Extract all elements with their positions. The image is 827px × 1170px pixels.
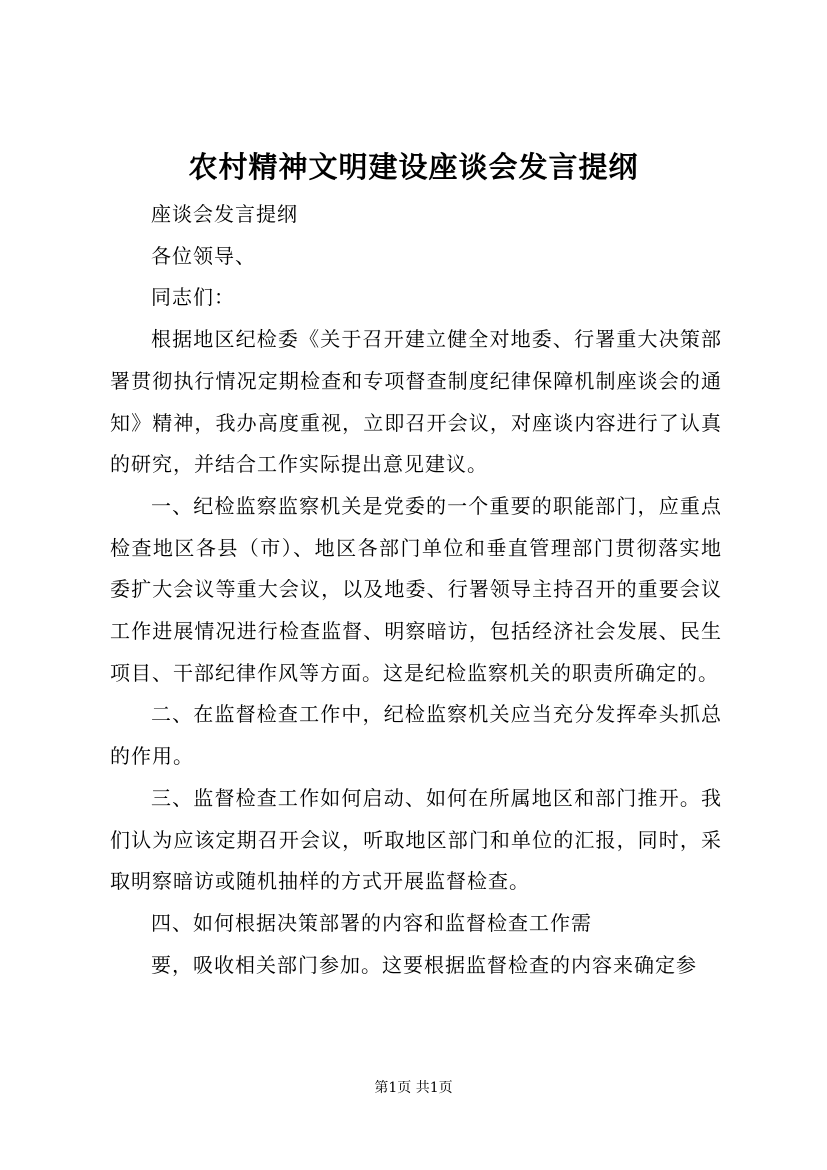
paragraph-point-4-continued: 要，吸收相关部门参加。这要根据监督检查的内容来确定参 (151, 952, 697, 977)
paragraph-greeting-comrades: 同志们： (151, 285, 235, 310)
paragraph-point-1: 一、纪检监察监察机关是党委的一个重要的职能部门，应重点检查地区各县（市）、地区各部门单位和垂直管理部门贯彻落实地委扩大会议等重大会议，以及地委、行署领导主持召开的重要会议工作进展情况进行检查监督、明察暗访，包括经济社会发展、民生项目、干部纪律作风等方面。这是纪检监察机关的职责所确定的。 (110, 493, 722, 685)
paragraph-greeting-leaders: 各位领导、 (151, 243, 256, 268)
paragraph-point-2: 二、在监督检查工作中，纪检监察机关应当充分发挥牵头抓总的作用。 (110, 702, 722, 769)
paragraph-subtitle: 座谈会发言提纲 (151, 202, 298, 226)
paragraph-intro: 根据地区纪检委《关于召开建立健全对地委、行署重大决策部署贯彻执行情况定期检查和专项督查制度纪律保障机制座谈会的通知》精神，我办高度重视，立即召开会议，对座谈内容进行了认真的研究，并结合工作实际提出意见建议。 (110, 327, 722, 477)
document-body (110, 194, 722, 986)
paragraph-point-4: 四、如何根据决策部署的内容和监督检查工作需 (151, 910, 592, 935)
document-title: 农村精神文明建设座谈会发言提纲 (188, 150, 639, 184)
page-footer: 第1页 共1页 (374, 1080, 453, 1096)
paragraph-point-3: 三、监督检查工作如何启动、如何在所属地区和部门推开。我们认为应该定期召开会议，听取地区部门和单位的汇报，同时，采取明察暗访或随机抽样的方式开展监督检查。 (110, 785, 722, 894)
